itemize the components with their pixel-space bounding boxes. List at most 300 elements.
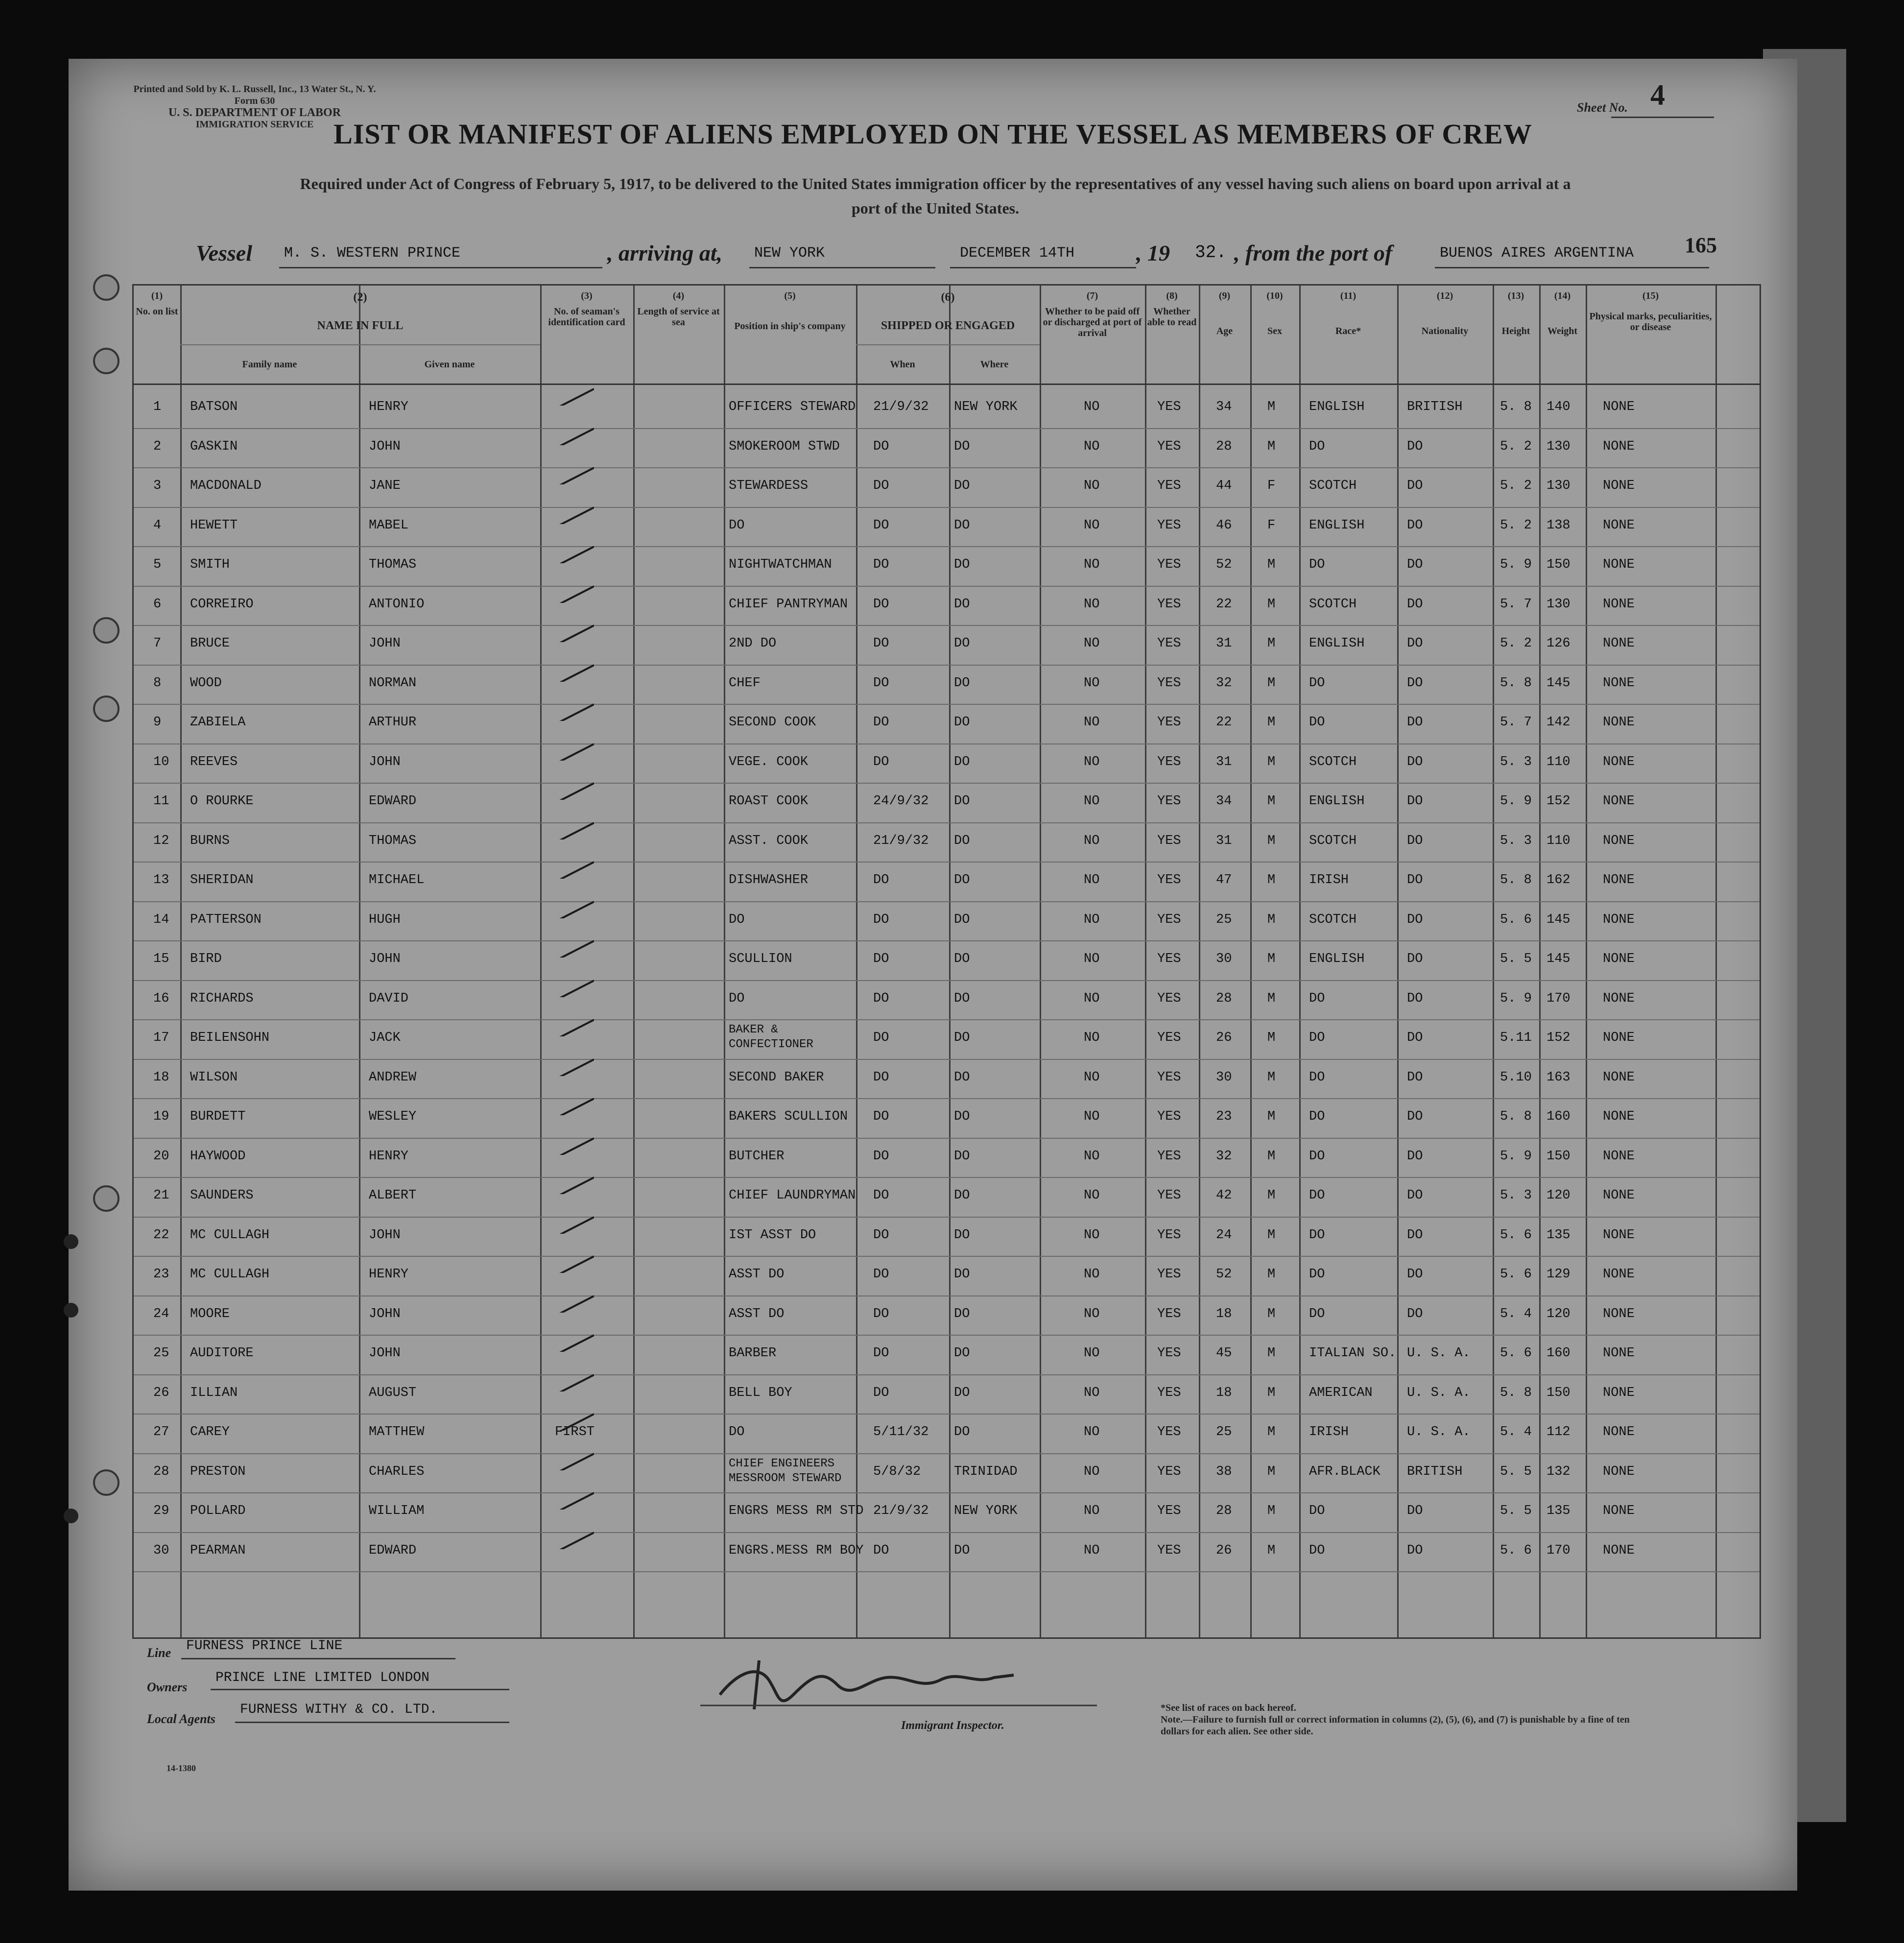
- position: IST ASST DO: [729, 1227, 816, 1243]
- agents-label: Local Agents: [147, 1712, 215, 1726]
- race: DO: [1309, 1031, 1325, 1045]
- able-to-read: YES: [1157, 1188, 1181, 1203]
- binder-hole: [93, 1469, 119, 1496]
- height: 5.11: [1500, 1031, 1532, 1045]
- given-name: JOHN: [369, 439, 401, 454]
- race: DO: [1309, 439, 1325, 454]
- row-number: 14: [153, 912, 169, 927]
- race: DO: [1309, 1504, 1325, 1518]
- sheet-no-value: 4: [1650, 79, 1665, 111]
- shipped-when: DO: [873, 518, 889, 533]
- given-name: AUGUST: [369, 1385, 417, 1400]
- shipped-where: NEW YORK: [954, 400, 1018, 414]
- able-to-read: YES: [1157, 1346, 1181, 1361]
- col-header-service: [633, 290, 724, 328]
- sex: M: [1267, 400, 1276, 414]
- weight: 170: [1547, 991, 1571, 1006]
- check-mark-icon: [545, 544, 594, 563]
- shipped-when: DO: [873, 912, 889, 927]
- race: ITALIAN SO.: [1309, 1346, 1397, 1361]
- underline: [235, 1722, 509, 1723]
- physical-marks: NONE: [1603, 636, 1635, 651]
- row-rule: [134, 783, 1760, 784]
- row-rule: [134, 822, 1760, 823]
- shipped-when: 21/9/32: [873, 400, 929, 414]
- col-header-given: Given name: [424, 359, 475, 370]
- weight: 150: [1547, 1149, 1571, 1164]
- height: 5. 2: [1500, 636, 1532, 651]
- shipped-where: DO: [954, 754, 970, 769]
- col-header-card: [540, 290, 633, 328]
- check-mark-icon: [545, 978, 594, 997]
- height: 5. 8: [1500, 873, 1532, 888]
- check-mark-icon: [545, 1135, 594, 1155]
- paid-off: NO: [1084, 715, 1100, 730]
- able-to-read: YES: [1157, 1543, 1181, 1558]
- check-mark-icon: [545, 1056, 594, 1076]
- shipped-where: DO: [954, 794, 970, 809]
- row-rule: [134, 1256, 1760, 1257]
- physical-marks: NONE: [1603, 1306, 1635, 1321]
- row-rule: [134, 1532, 1760, 1533]
- row-number: 10: [153, 754, 169, 769]
- shipped-when: DO: [873, 1109, 889, 1124]
- year-prefix: , 19: [1136, 240, 1170, 265]
- age: 31: [1216, 754, 1232, 769]
- physical-marks: NONE: [1603, 1188, 1635, 1203]
- row-rule: [134, 1335, 1760, 1336]
- physical-marks: NONE: [1603, 1149, 1635, 1164]
- row-number: 15: [153, 952, 169, 966]
- position: DO: [729, 1425, 745, 1439]
- able-to-read: YES: [1157, 1070, 1181, 1085]
- weight: 145: [1547, 675, 1571, 691]
- physical-marks: NONE: [1603, 439, 1635, 454]
- position: NIGHTWATCHMAN: [729, 557, 832, 572]
- given-name: EDWARD: [369, 794, 417, 809]
- row-rule: [134, 467, 1760, 468]
- nationality: DO: [1407, 794, 1423, 809]
- col-number: (13): [1507, 290, 1524, 301]
- family-name: MC CULLAGH: [190, 1267, 270, 1282]
- printer-line: Printed and Sold by K. L. Russell, Inc., 13 Water St., N. Y.: [133, 84, 376, 95]
- position: SCULLION: [729, 952, 792, 966]
- nationality: DO: [1407, 479, 1423, 493]
- shipped-where: DO: [954, 1543, 970, 1558]
- nationality: BRITISH: [1407, 1464, 1463, 1479]
- manifest-sheet: [69, 59, 1797, 1891]
- check-mark-icon: [545, 1530, 594, 1549]
- col-number: (4): [672, 290, 685, 301]
- row-rule: [134, 1177, 1760, 1178]
- col-header-nationality: [1397, 290, 1493, 336]
- subtitle: [181, 171, 1690, 220]
- underline: [211, 1689, 509, 1690]
- check-mark-icon: [545, 820, 594, 840]
- check-mark-icon: [545, 504, 594, 524]
- weight: 135: [1547, 1227, 1571, 1243]
- given-name: NORMAN: [369, 675, 417, 691]
- shipped-when: DO: [873, 1267, 889, 1282]
- weight: 145: [1547, 952, 1571, 966]
- column-rule: [724, 286, 725, 1637]
- row-number: 1: [153, 400, 162, 414]
- col-header-weight: [1539, 290, 1586, 336]
- page-number: 165: [1685, 233, 1717, 257]
- able-to-read: YES: [1157, 400, 1181, 414]
- position: 2ND DO: [729, 636, 777, 651]
- position: BELL BOY: [729, 1385, 792, 1400]
- check-mark-icon: [545, 1332, 594, 1352]
- shipped-where: DO: [954, 675, 970, 691]
- column-rule: [540, 286, 542, 1637]
- given-name: MABEL: [369, 518, 409, 533]
- physical-marks: NONE: [1603, 1504, 1635, 1518]
- race: AFR.BLACK: [1309, 1464, 1380, 1479]
- col-header-family: Family name: [242, 359, 297, 370]
- paid-off: NO: [1084, 1306, 1100, 1321]
- position: CHIEF LAUNDRYMAN: [729, 1188, 856, 1203]
- race: ENGLISH: [1309, 794, 1365, 809]
- vessel-line: [196, 240, 1714, 274]
- age: 42: [1216, 1188, 1232, 1203]
- nationality: DO: [1407, 439, 1423, 454]
- col-header-read: [1145, 290, 1199, 328]
- column-rule: [1299, 286, 1301, 1637]
- weight: 126: [1547, 636, 1571, 651]
- shipped-where: NEW YORK: [954, 1504, 1018, 1518]
- paid-off: NO: [1084, 912, 1100, 927]
- sex: M: [1267, 912, 1276, 927]
- race: ENGLISH: [1309, 400, 1365, 414]
- page-title: LIST OR MANIFEST OF ALIENS EMPLOYED ON THE VESSEL AS MEMBERS OF CREW: [333, 118, 1532, 150]
- age: 52: [1216, 557, 1232, 572]
- given-name: JOHN: [369, 754, 401, 769]
- weight: 152: [1547, 1031, 1571, 1045]
- height: 5. 2: [1500, 439, 1532, 454]
- given-name: MICHAEL: [369, 873, 425, 888]
- race: DO: [1309, 715, 1325, 730]
- shipped-when: DO: [873, 675, 889, 691]
- col-header-no: [134, 290, 180, 317]
- shipped-when: DO: [873, 1031, 889, 1045]
- row-rule: [134, 1138, 1760, 1139]
- weight: 130: [1547, 439, 1571, 454]
- check-mark-icon: [545, 741, 594, 761]
- race: DO: [1309, 991, 1325, 1006]
- col-title: Whether to be paid off or discharged at port of arrival: [1043, 306, 1142, 338]
- able-to-read: YES: [1157, 1425, 1181, 1439]
- family-name: PATTERSON: [190, 912, 262, 927]
- sex: M: [1267, 1306, 1276, 1321]
- binder-hole: [64, 1303, 78, 1318]
- row-rule: [134, 546, 1760, 547]
- check-mark-icon: [545, 1293, 594, 1313]
- shipped-where: DO: [954, 1149, 970, 1164]
- race: DO: [1309, 1149, 1325, 1164]
- family-name: REEVES: [190, 754, 238, 769]
- position: DO: [729, 991, 745, 1006]
- col-number: (8): [1166, 290, 1178, 301]
- given-name: HUGH: [369, 912, 401, 927]
- nationality: DO: [1407, 912, 1423, 927]
- row-rule: [134, 586, 1760, 587]
- height: 5. 9: [1500, 794, 1532, 809]
- position: BAKERS SCULLION: [729, 1109, 848, 1124]
- given-name: JOHN: [369, 952, 401, 966]
- age: 22: [1216, 715, 1232, 730]
- height: 5. 8: [1500, 1109, 1532, 1124]
- row-number: 3: [153, 479, 162, 493]
- position: CHIEF PANTRYMAN: [729, 597, 848, 612]
- position: SMOKEROOM STWD: [729, 439, 840, 454]
- col-title: Weight: [1547, 326, 1578, 336]
- age: 25: [1216, 1425, 1232, 1439]
- nationality: DO: [1407, 1227, 1423, 1243]
- paid-off: NO: [1084, 1464, 1100, 1479]
- col-title: Position in ship's company: [734, 321, 846, 332]
- able-to-read: YES: [1157, 1385, 1181, 1400]
- age: 18: [1216, 1385, 1232, 1400]
- able-to-read: YES: [1157, 1267, 1181, 1282]
- height: 5.10: [1500, 1070, 1532, 1085]
- age: 34: [1216, 794, 1232, 809]
- family-name: AUDITORE: [190, 1346, 254, 1361]
- shipped-when: 5/11/32: [873, 1425, 929, 1439]
- weight: 162: [1547, 873, 1571, 888]
- physical-marks: NONE: [1603, 1267, 1635, 1282]
- physical-marks: NONE: [1603, 1543, 1635, 1558]
- physical-marks: NONE: [1603, 1464, 1635, 1479]
- given-name: WILLIAM: [369, 1504, 425, 1518]
- nationality: DO: [1407, 597, 1423, 612]
- paid-off: NO: [1084, 952, 1100, 966]
- able-to-read: YES: [1157, 1149, 1181, 1164]
- row-rule: [134, 625, 1760, 626]
- shipped-where: DO: [954, 1385, 970, 1400]
- shipped-when: DO: [873, 1306, 889, 1321]
- sex: M: [1267, 991, 1276, 1006]
- age: 34: [1216, 400, 1232, 414]
- col-title: Age: [1216, 326, 1233, 336]
- able-to-read: YES: [1157, 518, 1181, 533]
- shipped-when: DO: [873, 557, 889, 572]
- row-rule: [134, 1098, 1760, 1099]
- paid-off: NO: [1084, 794, 1100, 809]
- height: 5. 7: [1500, 597, 1532, 612]
- position: SECOND COOK: [729, 715, 816, 730]
- row-number: 12: [153, 833, 169, 848]
- given-name: JOHN: [369, 1306, 401, 1321]
- physical-marks: NONE: [1603, 794, 1635, 809]
- shipped-where: DO: [954, 1031, 970, 1045]
- header-rule: [856, 344, 1040, 345]
- weight: 132: [1547, 1464, 1571, 1479]
- shipped-where: DO: [954, 1227, 970, 1243]
- family-name: CAREY: [190, 1425, 230, 1439]
- subtitle-line: port of the United States.: [851, 199, 1020, 217]
- shipped-where: DO: [954, 1188, 970, 1203]
- row-number: 30: [153, 1543, 169, 1558]
- sex: M: [1267, 1109, 1276, 1124]
- check-mark-icon: [545, 899, 594, 918]
- nationality: DO: [1407, 991, 1423, 1006]
- sex: M: [1267, 1346, 1276, 1361]
- shipped-when: DO: [873, 1070, 889, 1085]
- family-name: WILSON: [190, 1070, 238, 1085]
- given-name: ARTHUR: [369, 715, 417, 730]
- col-header-race: [1299, 290, 1397, 336]
- shipped-where: DO: [954, 636, 970, 651]
- physical-marks: NONE: [1603, 1385, 1635, 1400]
- col-title: Length of service at sea: [637, 306, 720, 328]
- weight: 129: [1547, 1267, 1571, 1282]
- col-number: (1): [151, 290, 163, 301]
- row-rule: [134, 1374, 1760, 1375]
- agents-value: FURNESS WITHY & CO. LTD.: [240, 1702, 438, 1717]
- paid-off: NO: [1084, 1227, 1100, 1243]
- able-to-read: YES: [1157, 833, 1181, 848]
- family-name: ZABIELA: [190, 715, 246, 730]
- row-number: 25: [153, 1346, 169, 1361]
- col-title: NAME IN FULL: [317, 319, 404, 332]
- paid-off: NO: [1084, 1346, 1100, 1361]
- physical-marks: NONE: [1603, 518, 1635, 533]
- check-mark-icon: [545, 465, 594, 484]
- shipped-when: 24/9/32: [873, 794, 929, 809]
- paid-off: NO: [1084, 1031, 1100, 1045]
- nationality: U. S. A.: [1407, 1385, 1471, 1400]
- shipped-where: DO: [954, 1346, 970, 1361]
- sex: M: [1267, 675, 1276, 691]
- sex: M: [1267, 439, 1276, 454]
- family-name: MOORE: [190, 1306, 230, 1321]
- row-rule: [134, 862, 1760, 863]
- sex: M: [1267, 557, 1276, 572]
- row-number: 17: [153, 1031, 169, 1045]
- binder-hole: [64, 1509, 78, 1523]
- age: 31: [1216, 636, 1232, 651]
- check-mark-icon: [545, 426, 594, 445]
- race: SCOTCH: [1309, 754, 1357, 769]
- position: ASST. COOK: [729, 833, 809, 848]
- position: DO: [729, 518, 745, 533]
- column-rule: [359, 286, 360, 1637]
- height: 5. 6: [1500, 1227, 1532, 1243]
- row-number: 23: [153, 1267, 169, 1282]
- family-name: PEARMAN: [190, 1543, 246, 1558]
- sex: M: [1267, 1464, 1276, 1479]
- sex: M: [1267, 1425, 1276, 1439]
- service-name: IMMIGRATION SERVICE: [195, 119, 314, 130]
- race: DO: [1309, 1109, 1325, 1124]
- row-number: 24: [153, 1306, 169, 1321]
- physical-marks: NONE: [1603, 1227, 1635, 1243]
- nationality: DO: [1407, 1070, 1423, 1085]
- sheet-no-label: Sheet No.: [1577, 100, 1628, 115]
- weight: 120: [1547, 1188, 1571, 1203]
- shipped-when: DO: [873, 873, 889, 888]
- nationality: DO: [1407, 715, 1423, 730]
- owners-label: Owners: [147, 1680, 188, 1694]
- height: 5. 9: [1500, 1149, 1532, 1164]
- check-mark-icon: [545, 583, 594, 603]
- family-name: MC CULLAGH: [190, 1227, 270, 1243]
- height: 5. 6: [1500, 1543, 1532, 1558]
- able-to-read: YES: [1157, 715, 1181, 730]
- from-port-label: , from the port of: [1234, 240, 1393, 265]
- position: BAKER & CONFECTIONER: [729, 1023, 813, 1051]
- family-name: O ROURKE: [190, 794, 254, 809]
- binder-hole: [93, 274, 119, 301]
- underline: [749, 267, 935, 268]
- col-number: (12): [1436, 290, 1453, 301]
- age: 23: [1216, 1109, 1232, 1124]
- row-number: 5: [153, 557, 162, 572]
- age: 45: [1216, 1346, 1232, 1361]
- race: DO: [1309, 1543, 1325, 1558]
- col-number: (14): [1554, 290, 1571, 301]
- col-title: Race*: [1335, 326, 1361, 336]
- able-to-read: YES: [1157, 1464, 1181, 1479]
- physical-marks: NONE: [1603, 912, 1635, 927]
- shipped-when: DO: [873, 1385, 889, 1400]
- nationality: DO: [1407, 1188, 1423, 1203]
- height: 5. 3: [1500, 1188, 1532, 1203]
- height: 5. 6: [1500, 1267, 1532, 1282]
- shipped-when: DO: [873, 1227, 889, 1243]
- row-rule: [134, 901, 1760, 902]
- race: ENGLISH: [1309, 518, 1365, 533]
- height: 5. 9: [1500, 557, 1532, 572]
- able-to-read: YES: [1157, 597, 1181, 612]
- family-name: BURDETT: [190, 1109, 246, 1124]
- age: 26: [1216, 1031, 1232, 1045]
- row-rule: [134, 1492, 1760, 1493]
- weight: 163: [1547, 1070, 1571, 1085]
- row-rule: [134, 980, 1760, 981]
- given-name: JOHN: [369, 1227, 401, 1243]
- row-number: 8: [153, 675, 162, 691]
- position: DO: [729, 912, 745, 927]
- paid-off: NO: [1084, 518, 1100, 533]
- physical-marks: NONE: [1603, 833, 1635, 848]
- shipped-where: DO: [954, 833, 970, 848]
- height: 5. 5: [1500, 1464, 1532, 1479]
- age: 31: [1216, 833, 1232, 848]
- race: SCOTCH: [1309, 833, 1357, 848]
- paid-off: NO: [1084, 833, 1100, 848]
- weight: 110: [1547, 754, 1571, 769]
- able-to-read: YES: [1157, 557, 1181, 572]
- height: 5. 8: [1500, 675, 1532, 691]
- shipped-when: DO: [873, 439, 889, 454]
- race: IRISH: [1309, 1425, 1349, 1439]
- position: OFFICERS STEWARD: [729, 400, 856, 414]
- shipped-where: TRINIDAD: [954, 1464, 1018, 1479]
- race: DO: [1309, 1306, 1325, 1321]
- height: 5. 3: [1500, 754, 1532, 769]
- race: DO: [1309, 557, 1325, 572]
- shipped-when: DO: [873, 754, 889, 769]
- given-name: HENRY: [369, 400, 409, 414]
- given-name: ALBERT: [369, 1188, 417, 1203]
- sex: M: [1267, 952, 1276, 966]
- family-name: SMITH: [190, 557, 230, 572]
- note-line: *See list of races on back hereof.: [1161, 1703, 1296, 1713]
- col-header-sex: [1250, 290, 1299, 336]
- height: 5. 8: [1500, 1385, 1532, 1400]
